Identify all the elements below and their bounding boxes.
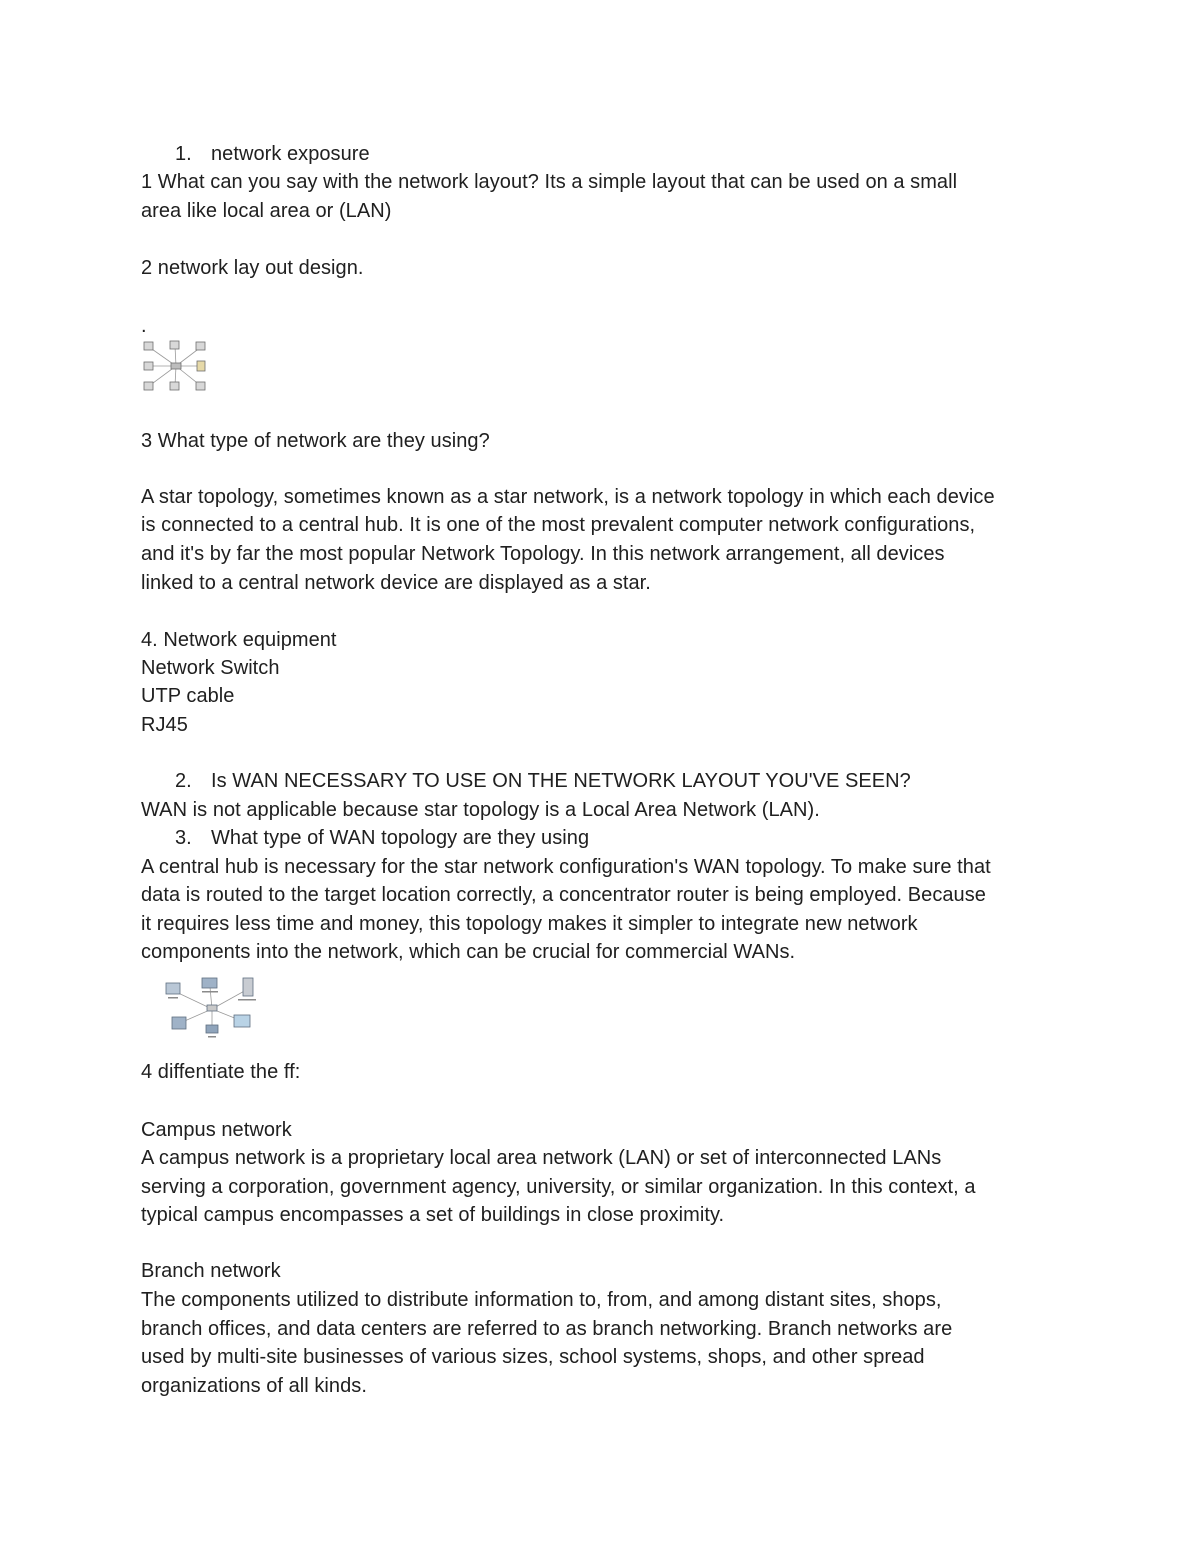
q1-line-2: area like local area or (LAN) bbox=[141, 200, 392, 222]
dot-line: . bbox=[141, 315, 147, 337]
q4-line: 4. Network equipment bbox=[141, 629, 337, 651]
branch-line-1: The components utilized to distribute information to, from, and among distant sites, shops, bbox=[141, 1289, 942, 1311]
branch-line-3: used by multi-site businesses of various sizes, school systems, shops, and other spread bbox=[141, 1346, 925, 1368]
q3-line: 3 What type of network are they using? bbox=[141, 430, 490, 452]
section-1-heading: 1. network exposure bbox=[175, 143, 370, 165]
equipment-item: Network Switch bbox=[141, 657, 280, 679]
section-2-heading: 2. Is WAN NECESSARY TO USE ON THE NETWORK LAYOUT YOU'VE SEEN? bbox=[175, 770, 911, 792]
equipment-item: UTP cable bbox=[141, 685, 235, 707]
campus-line-1: A campus network is a proprietary local area network (LAN) or set of interconnected LANs bbox=[141, 1147, 942, 1169]
wan-star-diagram bbox=[160, 975, 264, 1043]
star-para-line-3: and it's by far the most popular Network Topology. In this network arrangement, all devices bbox=[141, 543, 945, 565]
star-network-diagram bbox=[139, 338, 213, 396]
s3-para-line-2: data is routed to the target location correctly, a concentrator router is being employed. Because bbox=[141, 884, 986, 906]
star-para-line-4: linked to a central network device are displayed as a star. bbox=[141, 572, 651, 594]
campus-line-3: typical campus encompasses a set of buildings in close proximity. bbox=[141, 1204, 725, 1226]
star-para-line-1: A star topology, sometimes known as a star network, is a network topology in which each device bbox=[141, 486, 995, 508]
section-4-line: 4 diffentiate the ff: bbox=[141, 1061, 301, 1083]
star-para-line-2: is connected to a central hub. It is one of the most prevalent computer network configurations, bbox=[141, 514, 976, 536]
s3-para-line-4: components into the network, which can be crucial for commercial WANs. bbox=[141, 941, 796, 963]
s3-para-line-1: A central hub is necessary for the star network configuration's WAN topology. To make sure that bbox=[141, 856, 991, 878]
section-2-answer: WAN is not applicable because star topology is a Local Area Network (LAN). bbox=[141, 799, 820, 821]
q2-line: 2 network lay out design. bbox=[141, 257, 364, 279]
branch-line-4: organizations of all kinds. bbox=[141, 1375, 367, 1397]
branch-title: Branch network bbox=[141, 1260, 281, 1282]
campus-line-2: serving a corporation, government agency, university, or similar organization. In this context, a bbox=[141, 1176, 976, 1198]
campus-title: Campus network bbox=[141, 1119, 292, 1141]
equipment-item: RJ45 bbox=[141, 714, 188, 736]
s3-para-line-3: it requires less time and money, this topology makes it simpler to integrate new network bbox=[141, 913, 918, 935]
section-3-heading: 3. What type of WAN topology are they using bbox=[175, 827, 590, 849]
q1-line-1: 1 What can you say with the network layout? Its a simple layout that can be used on a small bbox=[141, 171, 958, 193]
branch-line-2: branch offices, and data centers are referred to as branch networking. Branch networks are bbox=[141, 1318, 953, 1340]
